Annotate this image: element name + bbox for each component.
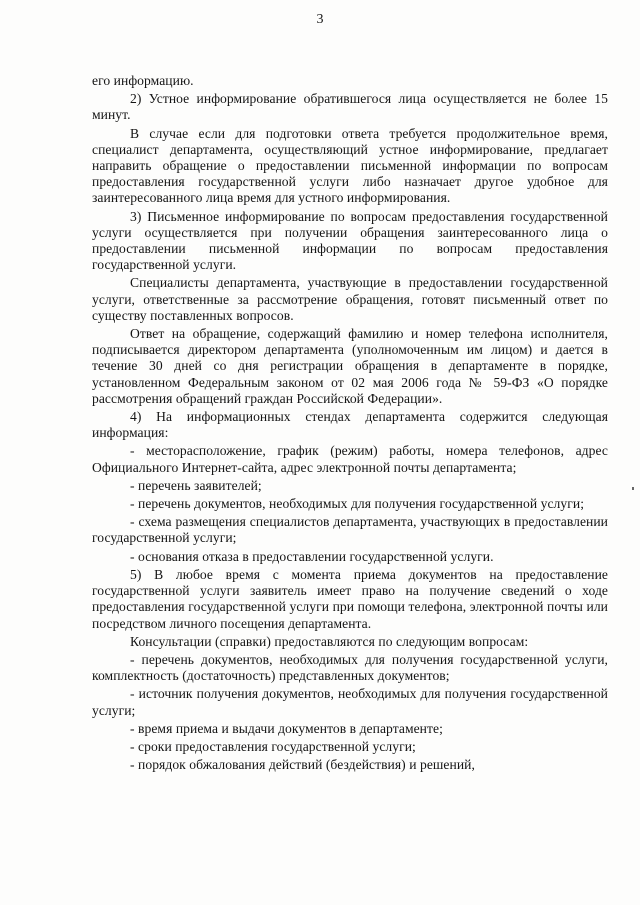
paragraph-stands: 4) На информационных стендах департамента содержится следующая информация:	[92, 409, 608, 441]
paragraph-oral-info: 2) Устное информирование обратившегося лица осуществляется не более 15 минут.	[92, 91, 608, 123]
paragraph-continuation: его информацию.	[92, 73, 194, 88]
list-item-terms: - сроки предоставления государственной услуги;	[130, 738, 416, 754]
paragraph-written-info: 3) Письменное информирование по вопросам предоставления государственной услуги осуществляется при получении обращения заинтересованного лица о предоставлении письменной информации по вопросам предоставления государственной услуги.	[92, 208, 608, 273]
list-item-time: - время приема и выдачи документов в департаменте;	[130, 720, 443, 736]
list-item-location: - месторасположение, график (режим) работы, номера телефонов, адрес Официального Интернет-сайта, адрес электронной почты департамента;	[92, 443, 608, 475]
list-item-doc-list: - перечень документов, необходимых для получения государственной услуги, комплектность (достаточность) представленных документов;	[92, 651, 608, 684]
list-item-appeal: - порядок обжалования действий (бездействия) и решений,	[130, 757, 475, 773]
paragraph-status-info: 5) В любое время с момента приема документов на предоставление государственной услуги заявитель имеет право на получение сведений о ходе предоставления государственной услуги при помощи телефона, электронной почты или посредством личного посещения департамента.	[92, 566, 608, 631]
page-number: 3	[316, 12, 324, 27]
paragraph-specialists: Специалисты департамента, участвующие в предоставлении государственной услуги, ответственные за рассмотрение обращения, готовят письменный ответ по существу поставленных вопросов.	[92, 275, 608, 323]
paragraph-answer: Ответ на обращение, содержащий фамилию и номер телефона исполнителя, подписывается директором департамента (уполномоченным им лицом) и дается в течение 30 дней со дня регистрации обращения в департаменте в порядке, установленном Федеральным законом от 02 мая 2006 года № 59-ФЗ «О порядке рассмотрения обращений граждан Российской Федерации».	[92, 326, 608, 406]
list-item-scheme: - схема размещения специалистов департамента, участвующих в предоставлении государственной услуги;	[92, 514, 608, 546]
scan-artifact	[632, 487, 634, 490]
list-item-applicants: - перечень заявителей;	[130, 477, 262, 493]
list-item-source: - источник получения документов, необходимых для получения государственной услуги;	[92, 686, 608, 718]
list-item-documents: - перечень документов, необходимых для получения государственной услуги;	[130, 496, 585, 512]
list-item-refusal: - основания отказа в предоставлении государственной услуги.	[130, 548, 494, 564]
document-body	[92, 73, 608, 775]
paragraph-consultations: Консультации (справки) предоставляются по следующим вопросам:	[130, 633, 529, 649]
paragraph-long-answer: В случае если для подготовки ответа требуется продолжительное время, специалист департамента, осуществляющий устное информирование, предлагает направить обращение о предоставлении письменной информации по вопросам предоставления государственной услуги либо назначает другое удобное для заинтересованного лица время для устного информирования.	[92, 125, 608, 206]
